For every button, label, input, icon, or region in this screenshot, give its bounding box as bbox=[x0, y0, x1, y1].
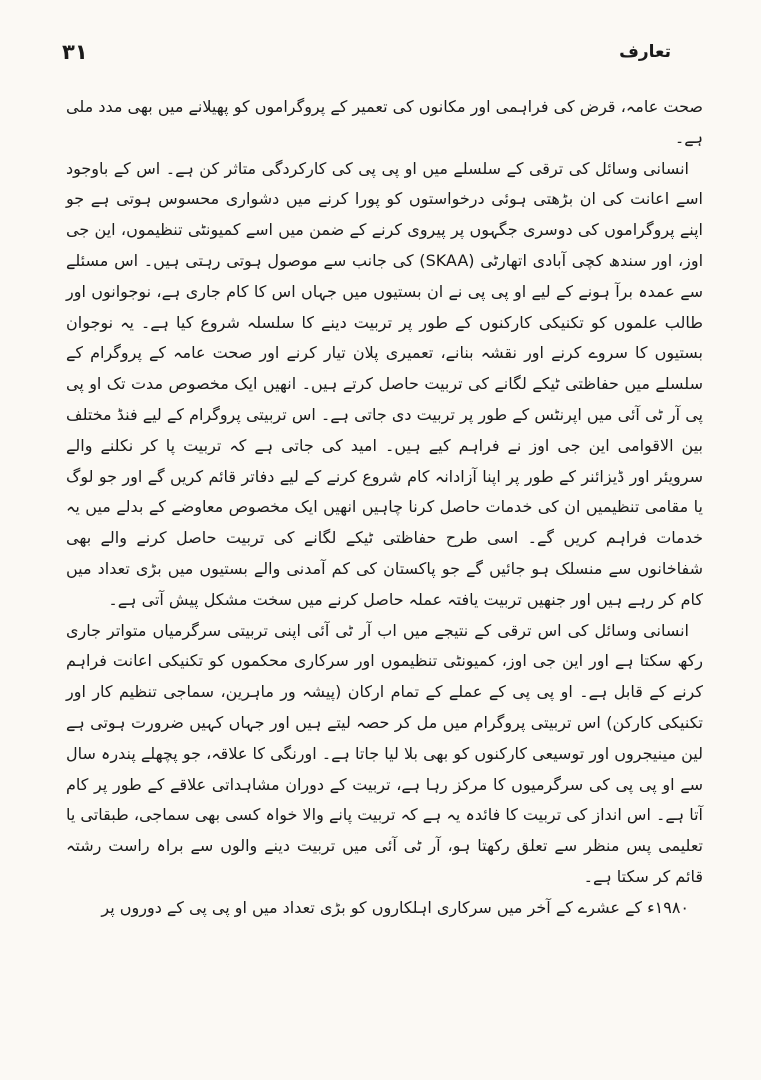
paragraph-3: انسانی وسائل کی اس ترقی کے نتیجے میں اب آر ٹی آئی اپنی تربیتی سرگرمیاں متواتر جاری رکھ سکتا ہے اور این جی اوز، کمیونٹی تنظیموں اور سرکاری محکموں کو تکنیکی اعانت فراہم کرنے کے قابل ہے۔ او پی پی کے عملے کے تمام ارکان (پیشہ ور ماہرین، سماجی تنظیم کار اور تکنیکی کارکن) اس تربیتی پروگرام میں مل کر حصہ لیتے ہیں اور جہاں کہیں ضرورت ہوتی ہے لین مینیجروں اور توسیعی کارکنوں کو بھی بلا لیا جاتا ہے۔ اورنگی کا علاقہ، جو پچھلے پندرہ سال سے او پی پی کی سرگرمیوں کا مرکز رہا ہے، تربیت کے دوران مشاہداتی علاقے کے طور پر کام آتا ہے۔ اس انداز کی تربیت کا فائدہ یہ ہے کہ تربیت پانے والا خواہ کسی بھی سماجی، طبقاتی یا تعلیمی پس منظر سے تعلق رکھتا ہو، آر ٹی آئی میں تربیت دینے والوں سے براہ راست رشتہ قائم کر سکتا ہے۔ bbox=[66, 620, 703, 886]
paragraph-1: صحت عامہ، قرض کی فراہمی اور مکانوں کی تعمیر کے پروگراموں کو پھیلانے میں بھی مدد ملی ہے۔ bbox=[66, 97, 703, 147]
chapter-title: تعارف bbox=[619, 42, 671, 62]
paragraph-4: ۱۹۸۰ء کے عشرے کے آخر میں سرکاری اہلکاروں کو بڑی تعداد میں او پی پی کے دوروں پر bbox=[101, 897, 689, 917]
page-header bbox=[62, 40, 671, 74]
paragraph-2: انسانی وسائل کی ترقی کے سلسلے میں او پی پی کی کارکردگی متاثر کن ہے۔ اس کے باوجود اسے اعانت کی ان بڑھتی ہوئی درخواستوں کو پورا کرنے میں دشواری محسوس ہوتی ہے جو اپنے پروگراموں کی دوسری جگہوں پر پیروی کرنے کے ضمن میں اسے کمیونٹی تنظیموں، این جی اوز، اور سندھ کچی آبادی اتھارٹی (SKAA) کی جانب سے موصول ہوتی رہتی ہیں۔ اس مسئلے سے عمدہ برآ ہونے کے لیے او پی پی نے ان بستیوں میں جہاں اس کا کام جاری ہے، نوجوانوں اور طالب علموں کو تکنیکی کارکنوں کے طور پر تربیت دینے کا سلسلہ شروع کیا ہے۔ یہ نوجوان بستیوں کا سروے کرنے اور نقشہ بنانے، تعمیری پلان تیار کرنے اور صحت عامہ کے پروگرام کے سلسلے میں حفاظتی ٹیکے لگانے کی تربیت حاصل کرتے ہیں۔ انھیں ایک مخصوص مدت تک او پی پی آر ٹی آئی میں اپرنٹس کے طور پر تربیت دی جاتی ہے۔ اس تربیتی پروگرام کے لیے فنڈ مختلف بین الاقوامی این جی اوز نے فراہم کیے ہیں۔ امید کی جاتی ہے کہ تربیت پا کر نکلنے والے سرویئر اور ڈیزائنر کے طور پر اپنا آزادانہ کام شروع کرنے کے لیے دفاتر قائم کریں گے اور جو لوگ یا مقامی تنظیمیں ان کی خدمات حاصل کرنا چاہیں انھیں ایک مخصوص معاوضے کے بدلے میں یہ خدمات فراہم کریں گے۔ اسی طرح حفاظتی ٹیکے لگانے کی تربیت حاصل کرنے والے بھی شفاخانوں سے منسلک ہو جائیں گے جو پاکستان کی کم آمدنی والے بستیوں میں بڑی تعداد میں کام کر رہے ہیں اور جنھیں تربیت یافتہ عملہ حاصل کرنے میں سخت مشکل پیش آتی ہے۔ bbox=[66, 158, 704, 609]
body-text bbox=[66, 92, 703, 924]
page-number: ۳۱ bbox=[62, 40, 88, 64]
